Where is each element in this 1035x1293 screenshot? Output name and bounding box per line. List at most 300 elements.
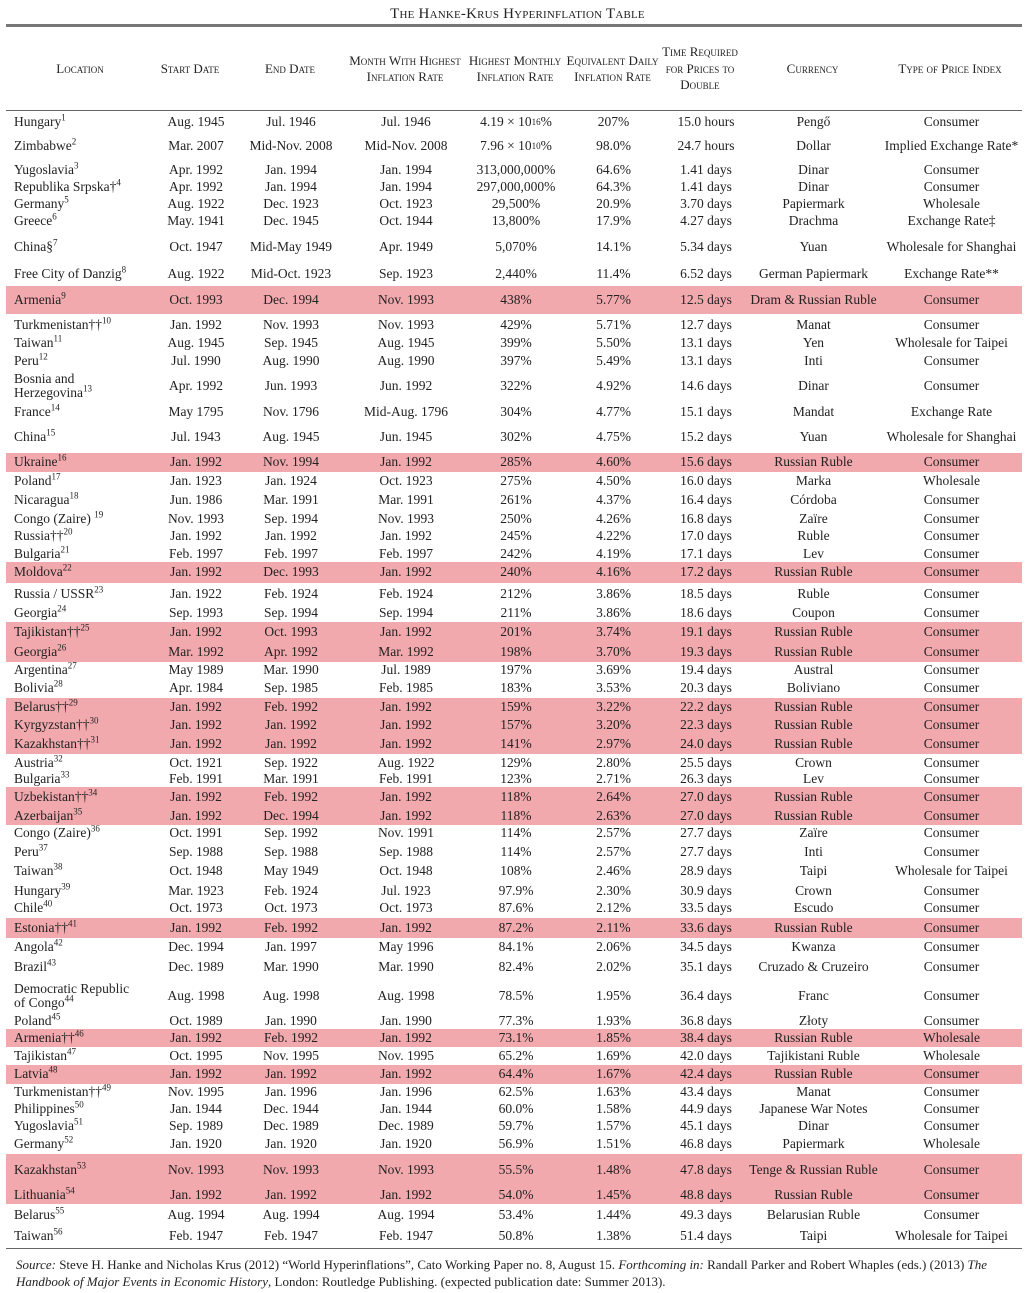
monthly-rate-cell: 60.0% — [498, 1101, 534, 1117]
doubling-time-cell: 49.3 days — [680, 1206, 732, 1222]
monthly-rate-cell: 211% — [500, 604, 532, 620]
currency-cell: Russian Ruble — [774, 643, 853, 659]
currency-cell: Ruble — [797, 527, 830, 543]
daily-rate-cell: 1.58% — [596, 1101, 631, 1117]
price-index-cell: Wholesale for Shanghai — [886, 428, 1017, 444]
location-cell — [14, 698, 154, 716]
location-name: China — [14, 428, 47, 444]
location-cell — [14, 900, 154, 917]
daily-rate-cell: 1.57% — [596, 1118, 631, 1134]
footnote-ref: 55 — [55, 1205, 65, 1216]
monthly-rate-mantissa: 7.96 × 10 — [480, 137, 532, 153]
location-cell — [14, 716, 154, 734]
end-date-cell: Feb. 1992 — [264, 1029, 318, 1045]
monthly-rate-mantissa: 4.19 × 10 — [480, 113, 532, 129]
end-date-cell: Dec. 1944 — [263, 1101, 319, 1117]
daily-rate-cell: 4.26% — [596, 510, 631, 526]
footnote-ref: 15 — [46, 427, 56, 438]
footnote-ref: 10 — [102, 315, 112, 326]
footnote-ref: 40 — [43, 898, 53, 909]
table-row — [6, 1135, 1022, 1153]
price-index-cell: Consumer — [923, 585, 980, 601]
end-date-cell: Jan. 1994 — [265, 162, 317, 178]
end-date-cell: Mid-Nov. 2008 — [249, 137, 333, 153]
peak-month-cell: Apr. 1949 — [379, 238, 433, 254]
location-cell — [14, 113, 154, 131]
table-row — [6, 1047, 1022, 1065]
daily-rate-cell: 2.02% — [596, 958, 631, 974]
location-name: Greece — [14, 213, 53, 229]
daily-rate-cell: 1.67% — [596, 1066, 631, 1082]
table-row — [6, 787, 1022, 807]
end-date-cell: Nov. 1995 — [262, 1047, 320, 1063]
price-index-cell: Consumer — [923, 643, 980, 659]
price-index-cell: Consumer — [923, 843, 980, 859]
monthly-rate-cell: 87.6% — [498, 900, 534, 916]
peak-month-cell: Feb. 1997 — [379, 545, 433, 561]
footnote-ref: 18 — [69, 490, 79, 501]
peak-month-cell: Jan. 1992 — [380, 698, 432, 714]
monthly-rate-cell: 250% — [500, 510, 532, 526]
location-name: Poland — [14, 1012, 52, 1028]
monthly-rate-cell: 245% — [500, 527, 532, 543]
location-cell — [14, 316, 154, 334]
footnote-ref: 47 — [67, 1046, 77, 1057]
currency-cell: Boliviano — [786, 679, 841, 695]
end-date-cell: Feb. 1997 — [264, 545, 318, 561]
monthly-rate-cell: 53.4% — [498, 1206, 534, 1222]
price-index-cell: Consumer — [923, 882, 980, 898]
location-name: Turkmenistan†† — [14, 316, 103, 332]
table-row — [6, 825, 1022, 842]
start-date-cell: Jan. 1992 — [170, 316, 222, 332]
source-text-3: , London: Routledge Publishing. (expected publication date: Summer 2013). — [268, 1274, 666, 1289]
table-row — [6, 938, 1022, 956]
daily-rate-cell: 4.60% — [596, 454, 631, 470]
table-row — [6, 527, 1022, 545]
location-cell — [14, 510, 154, 528]
currency-cell: Franc — [798, 987, 829, 1003]
daily-rate-cell: 1.93% — [596, 1012, 631, 1028]
start-date-cell: Jan. 1923 — [170, 472, 222, 488]
location-name: Kyrgyzstan†† — [14, 716, 90, 732]
currency-cell: Tenge & Russian Ruble — [749, 1161, 878, 1177]
location-cell — [14, 642, 154, 662]
monthly-rate-cell: 240% — [500, 564, 532, 580]
end-date-cell: Oct. 1993 — [264, 623, 318, 639]
location-name: Bulgaria — [14, 771, 61, 787]
location-cell — [14, 734, 154, 754]
currency-cell: Złoty — [798, 1012, 829, 1028]
daily-rate-cell: 1.44% — [596, 1206, 631, 1222]
location-cell — [14, 453, 154, 472]
monthly-rate-cell: 65.2% — [498, 1047, 534, 1063]
monthly-rate-cell: 275% — [500, 472, 532, 488]
location-cell — [14, 679, 154, 697]
start-date-cell: Oct. 1947 — [169, 238, 223, 254]
monthly-rate-cell: 4.19 × 10 16 % — [480, 113, 552, 129]
currency-cell: Zaïre — [799, 510, 828, 526]
start-date-cell: Jan. 1992 — [170, 1029, 222, 1045]
monthly-rate-cell: 56.9% — [498, 1135, 534, 1151]
end-date-cell: Sep. 1985 — [264, 679, 318, 695]
currency-cell: Inti — [804, 843, 823, 859]
end-date-cell: Mid-Oct. 1923 — [250, 265, 332, 281]
currency-cell: Córdoba — [790, 491, 837, 507]
daily-rate-cell: 64.6% — [596, 162, 631, 178]
location-name: Ukraine — [14, 454, 58, 470]
doubling-time-cell: 27.0 days — [680, 788, 732, 804]
start-date-cell: Oct. 1921 — [169, 755, 223, 771]
table-row — [6, 1084, 1022, 1101]
location-cell — [14, 162, 154, 179]
currency-cell: Inti — [804, 352, 823, 368]
start-date-cell: Jan. 1992 — [170, 1066, 222, 1082]
peak-month-cell: Jul. 1923 — [381, 882, 431, 898]
price-index-cell: Consumer — [923, 825, 980, 841]
monthly-rate-cell: 87.2% — [498, 919, 534, 935]
location-name: Armenia†† — [14, 1029, 75, 1045]
end-date-cell: Jan. 1997 — [265, 938, 317, 954]
daily-rate-cell: 1.38% — [596, 1227, 631, 1243]
price-index-cell: Consumer — [923, 352, 980, 368]
location-name: Philippines — [14, 1101, 75, 1117]
start-date-cell: Mar. 1992 — [168, 643, 224, 659]
start-date-cell: Jan. 1992 — [170, 919, 222, 935]
peak-month-cell: Sep. 1988 — [379, 843, 433, 859]
start-date-cell: Jul. 1990 — [171, 352, 221, 368]
daily-rate-cell: 17.9% — [596, 213, 631, 229]
end-date-cell: Jul. 1946 — [266, 113, 316, 129]
daily-rate-cell: 20.9% — [596, 196, 631, 212]
location-name: Nicaragua — [14, 491, 70, 507]
start-date-cell: Apr. 1992 — [169, 162, 223, 178]
header-currency: Currency — [786, 60, 839, 76]
location-name: Angola — [14, 938, 54, 954]
location-cell — [14, 213, 154, 230]
table-row — [6, 316, 1022, 334]
start-date-cell: Oct. 1973 — [169, 900, 223, 916]
price-index-cell: Wholesale — [923, 472, 980, 488]
doubling-time-cell: 16.0 days — [680, 472, 732, 488]
price-index-cell: Consumer — [923, 604, 980, 620]
location-name: Azerbaijan — [14, 807, 74, 823]
footnote-ref: 17 — [51, 471, 61, 482]
start-date-cell: Jan. 1992 — [170, 735, 222, 751]
price-index-cell: Consumer — [923, 771, 980, 787]
doubling-time-cell: 13.1 days — [680, 334, 732, 350]
location-cell — [14, 1029, 154, 1047]
doubling-time-cell: 17.0 days — [680, 527, 732, 543]
end-date-cell: Aug. 1945 — [262, 428, 320, 444]
location-cell — [14, 1205, 154, 1225]
start-date-cell: Nov. 1993 — [167, 1161, 225, 1177]
footnote-ref: 24 — [57, 603, 67, 614]
peak-month-cell: Jan. 1996 — [380, 1084, 432, 1100]
peak-month-cell: Jul. 1989 — [381, 662, 431, 678]
doubling-time-cell: 25.5 days — [680, 755, 732, 771]
daily-rate-cell: 2.11% — [596, 919, 631, 935]
peak-month-cell: Mid-Nov. 2008 — [364, 137, 448, 153]
location-cell — [14, 562, 154, 583]
table-row — [6, 882, 1022, 900]
table-row — [6, 213, 1022, 230]
location-name: Congo (Zaire) — [14, 510, 95, 526]
monthly-rate-cell: 97.9% — [498, 882, 534, 898]
table-row — [6, 1154, 1022, 1186]
price-index-cell: Consumer — [923, 716, 980, 732]
table-row — [6, 734, 1022, 754]
daily-rate-cell: 4.75% — [596, 428, 631, 444]
peak-month-cell: Aug. 1994 — [377, 1206, 435, 1222]
location-name: Yugoslavia — [14, 162, 74, 178]
daily-rate-cell: 2.63% — [596, 807, 631, 823]
currency-cell: Belarusian Ruble — [766, 1206, 861, 1222]
peak-month-cell: Feb. 1924 — [379, 585, 433, 601]
start-date-cell: Aug. 1945 — [167, 113, 225, 129]
peak-month-cell: Jan. 1992 — [380, 788, 432, 804]
price-index-cell: Exchange Rate‡ — [907, 213, 996, 229]
table-row — [6, 334, 1022, 352]
table-row — [6, 1029, 1022, 1047]
price-index-cell: Consumer — [923, 698, 980, 714]
peak-month-cell: Jul. 1946 — [381, 113, 431, 129]
location-cell — [14, 882, 154, 900]
end-date-cell: Mar. 1990 — [263, 958, 319, 974]
start-date-cell: Sep. 1989 — [169, 1118, 223, 1134]
currency-cell: Russian Ruble — [774, 735, 853, 751]
doubling-time-cell: 16.4 days — [680, 491, 732, 507]
doubling-time-cell: 15.1 days — [680, 403, 732, 419]
peak-month-cell: Mar. 1992 — [378, 643, 434, 659]
daily-rate-cell: 2.57% — [596, 825, 631, 841]
table-row — [6, 604, 1022, 622]
monthly-rate-cell: 118% — [500, 788, 532, 804]
monthly-rate-cell: 302% — [500, 428, 532, 444]
daily-rate-cell: 4.19% — [596, 545, 631, 561]
location-cell — [14, 231, 154, 263]
end-date-cell: Sep. 1994 — [264, 604, 318, 620]
end-date-cell: Nov. 1993 — [262, 1161, 320, 1177]
location-cell — [14, 1118, 154, 1135]
table-row — [6, 956, 1022, 978]
peak-month-cell: Nov. 1993 — [377, 1161, 435, 1177]
monthly-rate-cell: 7.96 × 10 10 % — [480, 137, 552, 153]
peak-month-cell: Jan. 1992 — [380, 919, 432, 935]
end-date-cell: Aug. 1998 — [262, 987, 320, 1003]
location-cell — [14, 1101, 154, 1118]
location-name: Belarus†† — [14, 698, 69, 714]
peak-month-cell: Nov. 1993 — [377, 510, 435, 526]
location-cell — [14, 918, 154, 938]
currency-cell: Coupon — [792, 604, 835, 620]
table-row — [6, 113, 1022, 131]
price-index-cell: Consumer — [923, 807, 980, 823]
end-date-cell: Jan. 1920 — [265, 1135, 317, 1151]
end-date-cell: Dec. 1989 — [263, 1118, 319, 1134]
doubling-time-cell: 42.0 days — [680, 1047, 732, 1063]
currency-cell: German Papiermark — [758, 265, 869, 281]
footnote-ref: 48 — [48, 1064, 58, 1075]
currency-cell: Escudo — [793, 900, 834, 916]
start-date-cell: Oct. 1995 — [169, 1047, 223, 1063]
doubling-time-cell: 15.2 days — [680, 428, 732, 444]
footnote-ref: 34 — [88, 787, 98, 798]
peak-month-cell: Jan. 1992 — [380, 807, 432, 823]
start-date-cell: Apr. 1992 — [169, 377, 223, 393]
start-date-cell: Jan. 1992 — [170, 564, 222, 580]
end-date-cell: Jan. 1990 — [265, 1012, 317, 1028]
start-date-cell: Oct. 1948 — [169, 863, 223, 879]
location-name: Brazil — [14, 958, 47, 974]
peak-month-cell: Oct. 1944 — [379, 213, 433, 229]
table-row — [6, 422, 1022, 452]
price-index-cell: Exchange Rate** — [904, 265, 999, 281]
peak-month-cell: Oct. 1948 — [379, 863, 433, 879]
start-date-cell: Jan. 1992 — [170, 807, 222, 823]
start-date-cell: Dec. 1989 — [168, 958, 224, 974]
end-date-cell: Jan. 1924 — [265, 472, 317, 488]
end-date-cell: Sep. 1994 — [264, 510, 318, 526]
currency-cell: Russian Ruble — [774, 564, 853, 580]
footnote-ref: 14 — [50, 402, 60, 413]
daily-rate-cell: 5.50% — [596, 334, 631, 350]
monthly-rate-cell: 201% — [500, 623, 532, 639]
end-date-cell: Mar. 1990 — [263, 662, 319, 678]
footnote-ref: 33 — [60, 769, 70, 780]
monthly-rate-cell: 212% — [500, 585, 532, 601]
start-date-cell: Aug. 1922 — [167, 196, 225, 212]
currency-cell: Dinar — [798, 162, 829, 178]
daily-rate-cell: 2.12% — [596, 900, 631, 916]
end-date-cell: Feb. 1947 — [264, 1227, 318, 1243]
peak-month-cell: Nov. 1993 — [377, 316, 435, 332]
location-name: Peru — [14, 352, 39, 368]
location-name: Kazakhstan†† — [14, 735, 91, 751]
currency-cell: Cruzado & Cruzeiro — [758, 958, 869, 974]
monthly-rate-cell: 59.7% — [498, 1118, 534, 1134]
footnote-ref: 25 — [80, 622, 90, 633]
end-date-cell: Jan. 1992 — [265, 735, 317, 751]
table-row — [6, 370, 1022, 402]
table-row — [6, 472, 1022, 490]
doubling-time-cell: 33.6 days — [680, 919, 732, 935]
start-date-cell: Oct. 1989 — [169, 1012, 223, 1028]
peak-month-cell: Oct. 1923 — [379, 196, 433, 212]
doubling-time-cell: 51.4 days — [680, 1227, 732, 1243]
location-cell — [14, 604, 154, 622]
daily-rate-cell: 3.86% — [596, 585, 631, 601]
monthly-rate-cell: 78.5% — [498, 987, 534, 1003]
currency-cell: Japanese War Notes — [759, 1101, 868, 1117]
location-name: Armenia — [14, 291, 62, 307]
peak-month-cell: Aug. 1922 — [377, 755, 435, 771]
location-name: France — [14, 403, 51, 419]
footnote-ref: 36 — [90, 823, 100, 834]
daily-rate-cell: 4.16% — [596, 564, 631, 580]
footnote-ref: 26 — [57, 642, 67, 653]
monthly-rate-cell: 118% — [500, 807, 532, 823]
location-cell — [14, 370, 132, 402]
table-row — [6, 755, 1022, 772]
footnote-ref: 37 — [38, 842, 48, 853]
doubling-time-cell: 5.34 days — [680, 238, 732, 254]
end-date-cell: Apr. 1992 — [264, 643, 318, 659]
price-index-cell: Consumer — [923, 1186, 980, 1202]
doubling-time-cell: 34.5 days — [680, 938, 732, 954]
peak-month-cell: Nov. 1995 — [377, 1047, 435, 1063]
peak-month-cell: Oct. 1973 — [379, 900, 433, 916]
location-cell — [14, 979, 132, 1013]
end-date-cell: Aug. 1990 — [262, 352, 320, 368]
footnote-ref: 12 — [38, 351, 48, 362]
monthly-rate-cell: 84.1% — [498, 938, 534, 954]
daily-rate-cell: 4.77% — [596, 403, 631, 419]
doubling-time-cell: 28.9 days — [680, 863, 732, 879]
currency-cell: Crown — [795, 882, 832, 898]
currency-cell: Mandat — [792, 403, 835, 419]
daily-rate-cell: 1.85% — [596, 1029, 631, 1045]
price-index-cell: Consumer — [923, 1012, 980, 1028]
start-date-cell: Jan. 1992 — [170, 527, 222, 543]
location-name: Estonia†† — [14, 919, 68, 935]
table-row — [6, 196, 1022, 213]
table-row — [6, 900, 1022, 917]
header-doubling-time: Time Required for Prices to Double — [662, 44, 738, 93]
footnote-ref: 45 — [51, 1011, 61, 1022]
footnote-ref: 51 — [74, 1116, 83, 1127]
source-book-title: The Handbook of Major Events in Economic History — [16, 1257, 988, 1289]
currency-cell: Marka — [795, 472, 832, 488]
table-row — [6, 352, 1022, 370]
end-date-cell: Sep. 1988 — [264, 843, 318, 859]
currency-cell: Taipi — [799, 863, 828, 879]
peak-month-cell: Feb. 1947 — [379, 1227, 433, 1243]
monthly-rate-cell: 77.3% — [498, 1012, 534, 1028]
daily-rate-cell: 207% — [597, 113, 630, 129]
table-row — [6, 769, 1022, 787]
currency-cell: Manat — [796, 1084, 831, 1100]
peak-month-cell: Aug. 1945 — [377, 334, 435, 350]
doubling-time-cell: 12.7 days — [680, 316, 732, 332]
daily-rate-cell: 64.3% — [596, 179, 631, 195]
currency-cell: Russian Ruble — [774, 1066, 853, 1082]
table-row — [6, 179, 1022, 196]
location-name: Georgia — [14, 643, 58, 659]
doubling-time-cell: 44.9 days — [680, 1101, 732, 1117]
peak-month-cell: Sep. 1994 — [379, 604, 433, 620]
header-price-index: Type of Price Index — [898, 60, 1002, 76]
price-index-cell: Wholesale for Taipei — [895, 334, 1008, 350]
currency-cell: Yuan — [799, 238, 828, 254]
price-index-cell: Consumer — [923, 900, 980, 916]
price-index-cell: Consumer — [923, 1118, 980, 1134]
table-row — [6, 1118, 1022, 1135]
doubling-time-cell: 3.70 days — [680, 196, 732, 212]
location-cell — [14, 622, 154, 642]
doubling-time-cell: 4.27 days — [680, 213, 732, 229]
monthly-rate-cell: 108% — [500, 863, 532, 879]
footnote-ref: 7 — [53, 237, 58, 248]
doubling-time-cell: 13.1 days — [680, 352, 732, 368]
doubling-time-cell: 22.3 days — [680, 716, 732, 732]
end-date-cell: Jan. 1996 — [265, 1084, 317, 1100]
table-row — [6, 453, 1022, 472]
source-note — [16, 1256, 1021, 1290]
daily-rate-cell: 2.46% — [596, 863, 631, 879]
start-date-cell: Jan. 1922 — [170, 585, 222, 601]
end-date-cell: Sep. 1992 — [264, 825, 318, 841]
